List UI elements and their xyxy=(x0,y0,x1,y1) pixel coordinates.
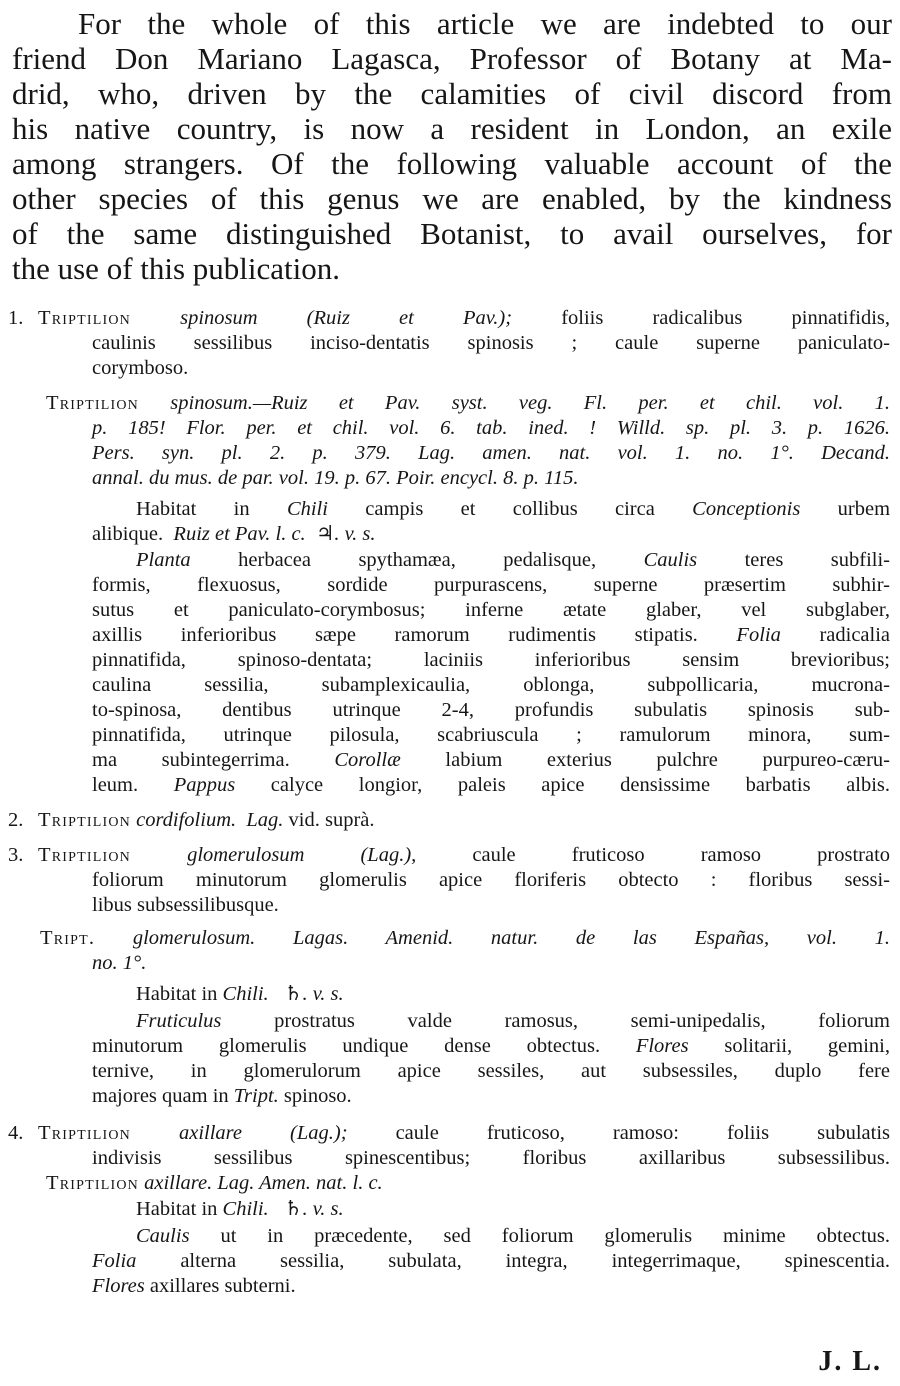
description-line: Planta herbacea spythamæa, pedalisque, Caulis teres subfili- xyxy=(136,549,890,571)
habitat-text: campis et collibus circa xyxy=(365,498,655,520)
genus-name: Tript. xyxy=(40,927,96,949)
habitat-place: Chili xyxy=(286,498,328,520)
description-line: majores quam in Tript. spinoso. xyxy=(92,1085,352,1107)
habitat-place: Conceptionis xyxy=(692,498,801,520)
entry-heading xyxy=(8,306,890,331)
description-line: ma subintegerrima. Corollæ labium exterius pulchre purpureo-cæru- xyxy=(92,749,890,771)
habitat-line xyxy=(136,1197,344,1222)
habitat-text: . v. s. xyxy=(302,1198,344,1220)
intro-line: friend Don Mariano Lagasca, Professor of Botany at Ma- xyxy=(12,41,892,76)
description-line: formis, flexuosus, sordide purpurascens, superne præsertim subhir- xyxy=(92,574,890,596)
habitat-line xyxy=(136,982,344,1007)
diagnosis-line: caulinis sessilibus inciso-dentatis spinosis ; caule superne paniculato- xyxy=(92,332,890,354)
description-line: Folia alterna sessilia, subulata, integra, integerrimaque, spinescentia. xyxy=(92,1250,890,1272)
genus-name: Triptilion xyxy=(38,1122,131,1144)
genus-name: Triptilion xyxy=(38,844,131,866)
intro-line: other species of this genus we are enabled, by the kindness xyxy=(12,181,892,216)
perennial-symbol-icon: ♃ xyxy=(315,523,335,545)
habitat-text: . v. s. xyxy=(334,523,376,545)
habitat-text: Habitat in xyxy=(136,1198,218,1220)
intro-line: the use of this publication. xyxy=(12,251,341,286)
synonymy-line: p. 185! Flor. per. et chil. vol. 6. tab. ined. ! Willd. sp. pl. 3. p. 1626. xyxy=(92,417,890,439)
description-line: minutorum glomerulis undique dense obtectus. Flores solitarii, gemini, xyxy=(92,1035,890,1057)
intro-line: drid, who, driven by the calamities of civil discord from xyxy=(12,76,892,111)
genus-name: Triptilion xyxy=(38,809,131,831)
description-line: Fruticulus prostratus valde ramosus, semi-unipedalis, foliorum xyxy=(136,1010,890,1032)
synonymy-ref: glomerulosum. Lagas. Amenid. natur. de las Españas, vol. 1. xyxy=(132,927,890,949)
synonymy-ref: axillare. Lag. Amen. nat. l. c. xyxy=(144,1172,383,1194)
diagnosis-line: foliorum minutorum glomerulis apice floriferis obtecto : floribus sessi- xyxy=(92,869,890,891)
synonymy-line: no. 1°. xyxy=(92,952,147,974)
intro-line: For the whole of this article we are indebted to our xyxy=(78,6,892,41)
shrub-symbol-icon: ♄ xyxy=(284,983,303,1005)
synonymy-ref: spinosum.—Ruiz et Pav. syst. veg. Fl. per. et chil. vol. 1. xyxy=(170,392,891,414)
description-line: axillis inferioribus sæpe ramorum rudimentis stipatis. Folia radicalia xyxy=(92,624,891,646)
entry-heading xyxy=(8,1121,890,1146)
description-line: leum. Pappus calyce longior, paleis apice densissime barbatis albis. xyxy=(92,774,890,796)
description-line: pinnatifida, utrinque pilosula, scabriuscula ; ramulorum minora, sum- xyxy=(92,724,890,746)
description-line: to-spinosa, dentibus utrinque 2-4, profundis subulatis spinosis sub- xyxy=(92,699,890,721)
habitat-line xyxy=(136,497,890,522)
author-signature: J. L. xyxy=(818,1346,882,1377)
synonymy-line: annal. du mus. de par. vol. 19. p. 67. Poir. encycl. 8. p. 115. xyxy=(92,467,579,489)
intro-line: his native country, is now a resident in London, an exile xyxy=(12,111,892,146)
description-line: Flores axillares subterni. xyxy=(92,1275,296,1297)
species-name: cordifolium. xyxy=(136,809,237,831)
diagnosis-line: corymboso. xyxy=(92,357,189,379)
intro-line: of the same distinguished Botanist, to avail ourselves, for xyxy=(12,216,892,251)
entry-number: 2. xyxy=(8,809,24,831)
habitat-authority: Ruiz et Pav. l. c. xyxy=(173,523,306,545)
description-line: pinnatifida, spinoso-dentata; laciniis inferioribus sensim brevioribus; xyxy=(92,649,890,671)
habitat-text: . v. s. xyxy=(302,983,344,1005)
description-line: ternive, in glomerulorum apice sessiles, aut subsessiles, duplo fere xyxy=(92,1060,890,1082)
authority: Lag. xyxy=(246,809,284,831)
species-name: glomerulosum (Lag.), xyxy=(187,844,417,866)
cross-reference: vid. suprà. xyxy=(288,809,375,831)
habitat-text: Habitat in xyxy=(136,498,250,520)
description-line: sutus et paniculato-corymbosus; inferne ætate glaber, vel subglaber, xyxy=(92,599,890,621)
diagnosis-line: indivisis sessilibus spinescentibus; floribus axillaribus subsessilibus. xyxy=(92,1147,890,1169)
synonymy-line xyxy=(40,926,890,951)
habitat-text: alibique. xyxy=(92,523,164,545)
habitat-place: Chili. xyxy=(222,1198,269,1220)
intro-line: among strangers. Of the following valuable account of the xyxy=(12,146,892,181)
diagnosis-line: libus subsessilibusque. xyxy=(92,894,279,916)
entry-number: 3. xyxy=(8,844,24,866)
genus-name: Triptilion xyxy=(46,1172,139,1194)
entry-number: 1. xyxy=(8,307,24,329)
synonymy-line xyxy=(46,391,890,416)
description-line: Caulis ut in præcedente, sed foliorum glomerulis minime obtectus. xyxy=(136,1225,890,1247)
genus-name: Triptilion xyxy=(46,392,139,414)
diagnosis-text: caule fruticoso, ramoso: foliis subulatis xyxy=(395,1122,891,1144)
diagnosis-text: foliis radicalibus pinnatifidis, xyxy=(561,307,891,329)
habitat-text: urbem xyxy=(837,498,891,520)
species-name: spinosum (Ruiz et Pav.); xyxy=(180,307,513,329)
habitat-line xyxy=(92,522,376,547)
shrub-symbol-icon: ♄ xyxy=(284,1198,303,1220)
entry-heading xyxy=(8,843,890,868)
entry-number: 4. xyxy=(8,1122,24,1144)
habitat-text: Habitat in xyxy=(136,983,218,1005)
synonymy-line: Pers. syn. pl. 2. p. 379. Lag. amen. nat. vol. 1. no. 1°. Decand. xyxy=(92,442,890,464)
species-entry-2 xyxy=(8,808,375,833)
description-line: caulina sessilia, subamplexicaulia, oblonga, subpollicaria, mucrona- xyxy=(92,674,890,696)
genus-name: Triptilion xyxy=(38,307,131,329)
diagnosis-text: caule fruticoso ramoso prostrato xyxy=(472,844,891,866)
synonymy-line xyxy=(46,1171,383,1196)
species-name: axillare (Lag.); xyxy=(179,1122,348,1144)
habitat-place: Chili. xyxy=(222,983,269,1005)
